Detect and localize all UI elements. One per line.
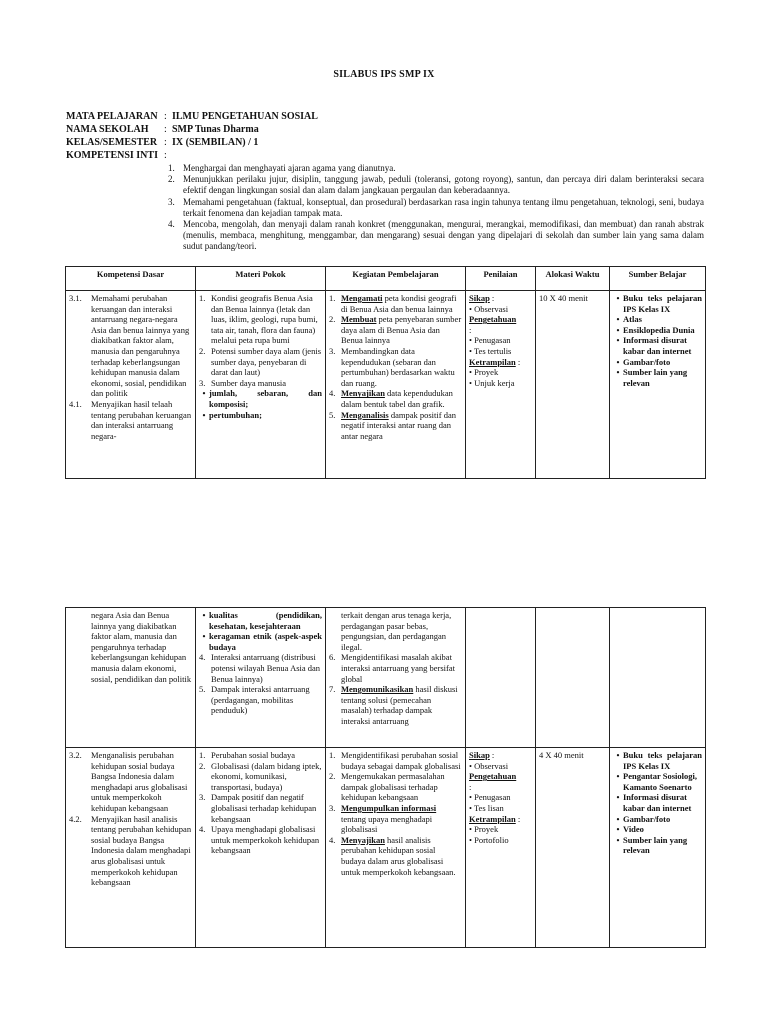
- penilaian-item: • Penugasan: [469, 792, 511, 803]
- cell-kompetensi-dasar: [66, 291, 196, 479]
- sumber-item: • Atlas: [616, 314, 642, 325]
- table-row: [66, 608, 706, 748]
- cell-sumber-belajar: [610, 608, 706, 748]
- penilaian-item: • Proyek: [469, 367, 499, 378]
- meta-key: MATA PELAJARAN: [66, 111, 158, 122]
- materi-item: 5. Dampak interaksi antarruang (perdagangan, mobilitas penduduk): [199, 684, 310, 716]
- materi-subitem: • kualitas (pendidikan, kesehatan, kesejahteraan: [202, 610, 322, 631]
- meta-row-kompetensi-inti: KOMPETENSI INTI :: [66, 150, 167, 161]
- materi-item: 2. Potensi sumber daya alam (jenis sumber daya, penyebaran di darat dan laut): [199, 345, 322, 378]
- penilaian-item: • Portofolio: [469, 834, 509, 845]
- sumber-item: • Sumber lain yang relevan: [616, 834, 688, 856]
- cell-alokasi-waktu: 10 X 40 menit: [536, 291, 610, 479]
- kegiatan-item: 2. Mengemukakan permasalahan dampak globalisasi terhadap kehidupan kebangsaan: [329, 771, 445, 803]
- cell-sumber-belajar: [610, 748, 706, 948]
- ki-item: 4. Mencoba, mengolah, dan menyaji dalam ranah konkret (menggunakan, mengurai, merangkai, memodifikasi, dan membuat) dan ranah abstrak (menulis, membaca, menghitung, menggambar, dan mengarang) sesuai dengan yang dipelajari di sekolah dan sumber lain yang sama dalam sudut pandang/teori.: [168, 219, 704, 252]
- document-meta: [66, 110, 318, 162]
- meta-key: KOMPETENSI INTI: [66, 150, 158, 161]
- penilaian-item: • Observasi: [469, 760, 509, 771]
- ki-item: 2. Menunjukkan perilaku jujur, disiplin, tanggung jawab, peduli (toleransi, gotong royong), santun, dan percaya diri dalam berinteraksi secara efektif dengan lingkungan sosial dan alam dalam jangkauan pergaulan dan keberadaannya.: [168, 174, 704, 196]
- table-row: [66, 748, 706, 948]
- kompetensi-inti-list: [168, 163, 704, 253]
- cell-materi-pokok: [196, 748, 326, 948]
- cell-penilaian: [466, 608, 536, 748]
- penilaian-item: • Unjuk kerja: [469, 377, 515, 388]
- meta-key: KELAS/SEMESTER: [66, 137, 158, 148]
- cell-alokasi-waktu: [536, 608, 610, 748]
- kegiatan-item: 6. Mengidentifikasi masalah akibat interaksi antarruang yang bersifat global: [329, 652, 455, 684]
- materi-item: 1. Perubahan sosial budaya: [199, 750, 296, 760]
- document-title: SILABUS IPS SMP IX: [333, 69, 435, 80]
- meta-value: SMP Tunas Dharma: [172, 124, 259, 135]
- materi-item: 3. Dampak positif dan negatif globalisasi terhadap kehidupan kebangsaan: [199, 792, 317, 824]
- materi-item: 4. Interaksi antarruang (distribusi potensi wilayah Benua Asia dan Benua lainnya): [199, 652, 321, 684]
- materi-item: 2. Globalisasi (dalam bidang iptek, ekonomi, komunikasi, transportasi, budaya): [199, 760, 322, 792]
- sumber-item: • Buku teks pelajaran IPS Kelas IX: [616, 293, 702, 314]
- meta-key: NAMA SEKOLAH: [66, 124, 149, 135]
- penilaian-item: • Observasi: [469, 303, 509, 314]
- kd-item: 3.2. Menganalisis perubahan kehidupan sosial budaya Bangsa Indonesia dalam menghadapi arus globalisasi untuk memperkokoh kehidupan kebangsaan: [69, 750, 188, 813]
- penilaian-item: • Penugasan: [469, 335, 511, 346]
- sumber-item: • Gambar/foto: [616, 356, 671, 367]
- meta-value: ILMU PENGETAHUAN SOSIAL: [172, 111, 318, 122]
- syllabus-table-2: [65, 607, 706, 948]
- cell-materi-pokok: [196, 291, 326, 479]
- cell-kompetensi-dasar: negara Asia dan Benua lainnya yang diakibatkan faktor alam, manusia dan pengaruhnya terhadap keberlangsungan kehidupan manusia dalam ekonomi, sosial, pendidikan dan politik: [66, 608, 196, 748]
- header-kegiatan: Kegiatan Pembelajaran: [326, 267, 466, 291]
- header-sumber-belajar: Sumber Belajar: [610, 267, 706, 291]
- sumber-item: • Informasi disurat kabar dan internet: [616, 792, 692, 813]
- cell-kegiatan: [326, 748, 466, 948]
- kegiatan-item: 3. Membandingkan data kependudukan (sebaran dan pertumbuhan) berdasarkan waktu dan ruang.: [329, 345, 455, 388]
- materi-subitem: • pertumbuhan;: [202, 409, 262, 420]
- meta-row-mata-pelajaran: MATA PELAJARAN : ILMU PENGETAHUAN SOSIAL: [66, 111, 318, 122]
- sumber-item: • Sumber lain yang relevan: [616, 367, 688, 388]
- materi-subitem: • jumlah, sebaran, dan komposisi;: [202, 388, 322, 409]
- sumber-item: • Video: [616, 824, 644, 835]
- cell-penilaian: Sikap : • Observasi Pengetahuan : • Penugasan • Tes tertulis Ketrampilan : • Proyek • Unjuk kerja: [466, 291, 536, 479]
- penilaian-item: • Tes lisan: [469, 802, 504, 813]
- sumber-item: • Pengantar Sosiologi, Kamanto Soenarto: [616, 771, 697, 792]
- kegiatan-item: 2. Membuat peta penyebaran sumber daya alam di Benua Asia dan Benua lainnya: [329, 314, 462, 346]
- meta-row-nama-sekolah: NAMA SEKOLAH : SMP Tunas Dharma: [66, 124, 259, 135]
- kegiatan-item: 5. Menganalisis dampak positif dan negatif interaksi antar ruang dan antar negara: [329, 409, 456, 441]
- cell-kegiatan: terkait dengan arus tenaga kerja, perdagangan pasar bebas, pengungsian, dan perdagangan ilegal. 6. Mengidentifikasi masalah akibat interaksi antarruang yang bersifat global 7. Mengomunikasikan hasil diskusi tentang solusi (pemecahan masalah) terhadap dampak interaksi antarruang: [326, 608, 466, 748]
- table-row: [66, 291, 706, 479]
- syllabus-table-1: [65, 266, 706, 479]
- kd-item: 4.2. Menyajikan hasil analisis tentang perubahan kehidupan sosial budaya Bangsa Indonesia dalam menghadapi arus globalisasi untuk memperkokoh kehidupan kebangsaan: [69, 813, 192, 888]
- kegiatan-item: 4. Menyajikan hasil analisis perubahan kehidupan sosial budaya dalam arus globalisasi untuk memperkokoh kebangsaan.: [329, 834, 456, 877]
- cell-alokasi-waktu: 4 X 40 menit: [536, 748, 610, 948]
- ki-item: 1. Menghargai dan menghayati ajaran agama yang dianutnya.: [168, 163, 396, 173]
- sumber-item: • Informasi disurat kabar dan internet: [616, 335, 692, 356]
- cell-kegiatan: [326, 291, 466, 479]
- kd-item: 4.1. Menyajikan hasil telaah tentang perubahan keruangan dan interaksi antarruang negara-: [69, 398, 192, 441]
- header-penilaian: Penilaian: [466, 267, 536, 291]
- ki-item: 3. Memahami pengetahuan (faktual, konseptual, dan prosedural) berdasarkan rasa ingin tahunya tentang ilmu pengetahuan, teknologi, seni, budaya terkait fenomena dan kejadian tampak mata.: [168, 196, 704, 218]
- table-header-row: [66, 267, 706, 291]
- header-materi-pokok: Materi Pokok: [196, 267, 326, 291]
- kegiatan-item: 1. Mengidentifikasi perubahan sosial budaya sebagai dampak globalisasi: [329, 750, 461, 771]
- kegiatan-item: 1. Mengamati peta kondisi geografi di Benua Asia dan benua lainnya: [329, 293, 457, 314]
- materi-subitem: • keragaman etnik (aspek-aspek budaya: [202, 631, 322, 652]
- kegiatan-item: 7. Mengomunikasikan hasil diskusi tentang solusi (pemecahan masalah) terhadap dampak interaksi antarruang: [329, 684, 458, 726]
- penilaian-item: • Tes tertulis: [469, 345, 512, 356]
- sumber-item: • Gambar/foto: [616, 813, 671, 824]
- kegiatan-item: 3. Mengumpulkan informasi tentang upaya menghadapi globalisasi: [329, 802, 437, 835]
- meta-value: IX (SEMBILAN) / 1: [172, 137, 259, 148]
- materi-item: 1. Kondisi geografis Benua Asia dan Benua lainnya (letak dan luas, iklim, geologi, rupa bumi, tata air, tanah, flora dan fauna) melalui peta rupa bumi: [199, 293, 318, 346]
- materi-item: 3. Sumber daya manusia: [199, 377, 287, 388]
- kd-item: 3.1. Memahami perubahan keruangan dan interaksi antarruang negara-negara Asia dan benua lainnya yang diakibatkan faktor alam, manusia dan pengaruhnya terhadap keberlangsungan kehidupan manusia dalam ekonomi, sosial, pendidikan dan politik: [69, 293, 190, 399]
- kegiatan-item: 4. Menyajikan data kependudukan dalam bentuk tabel dan grafik.: [329, 388, 453, 409]
- penilaian-item: • Proyek: [469, 824, 499, 835]
- cell-penilaian: Sikap : • Observasi Pengetahuan : • Penugasan • Tes lisan Ketrampilan : • Proyek • Portofolio: [466, 748, 536, 948]
- meta-row-kelas-semester: KELAS/SEMESTER : IX (SEMBILAN) / 1: [66, 137, 259, 148]
- cell-sumber-belajar: [610, 291, 706, 479]
- cell-kompetensi-dasar: [66, 748, 196, 948]
- materi-item: 4. Upaya menghadapi globalisasi untuk memperkokoh kehidupan kebangsaan: [199, 824, 320, 856]
- sumber-item: • Ensiklopedia Dunia: [616, 324, 695, 335]
- sumber-item: • Buku teks pelajaran IPS Kelas IX: [616, 750, 702, 771]
- header-alokasi-waktu: Alokasi Waktu: [536, 267, 610, 291]
- cell-materi-pokok: [196, 608, 326, 748]
- header-kompetensi-dasar: Kompetensi Dasar: [66, 267, 196, 291]
